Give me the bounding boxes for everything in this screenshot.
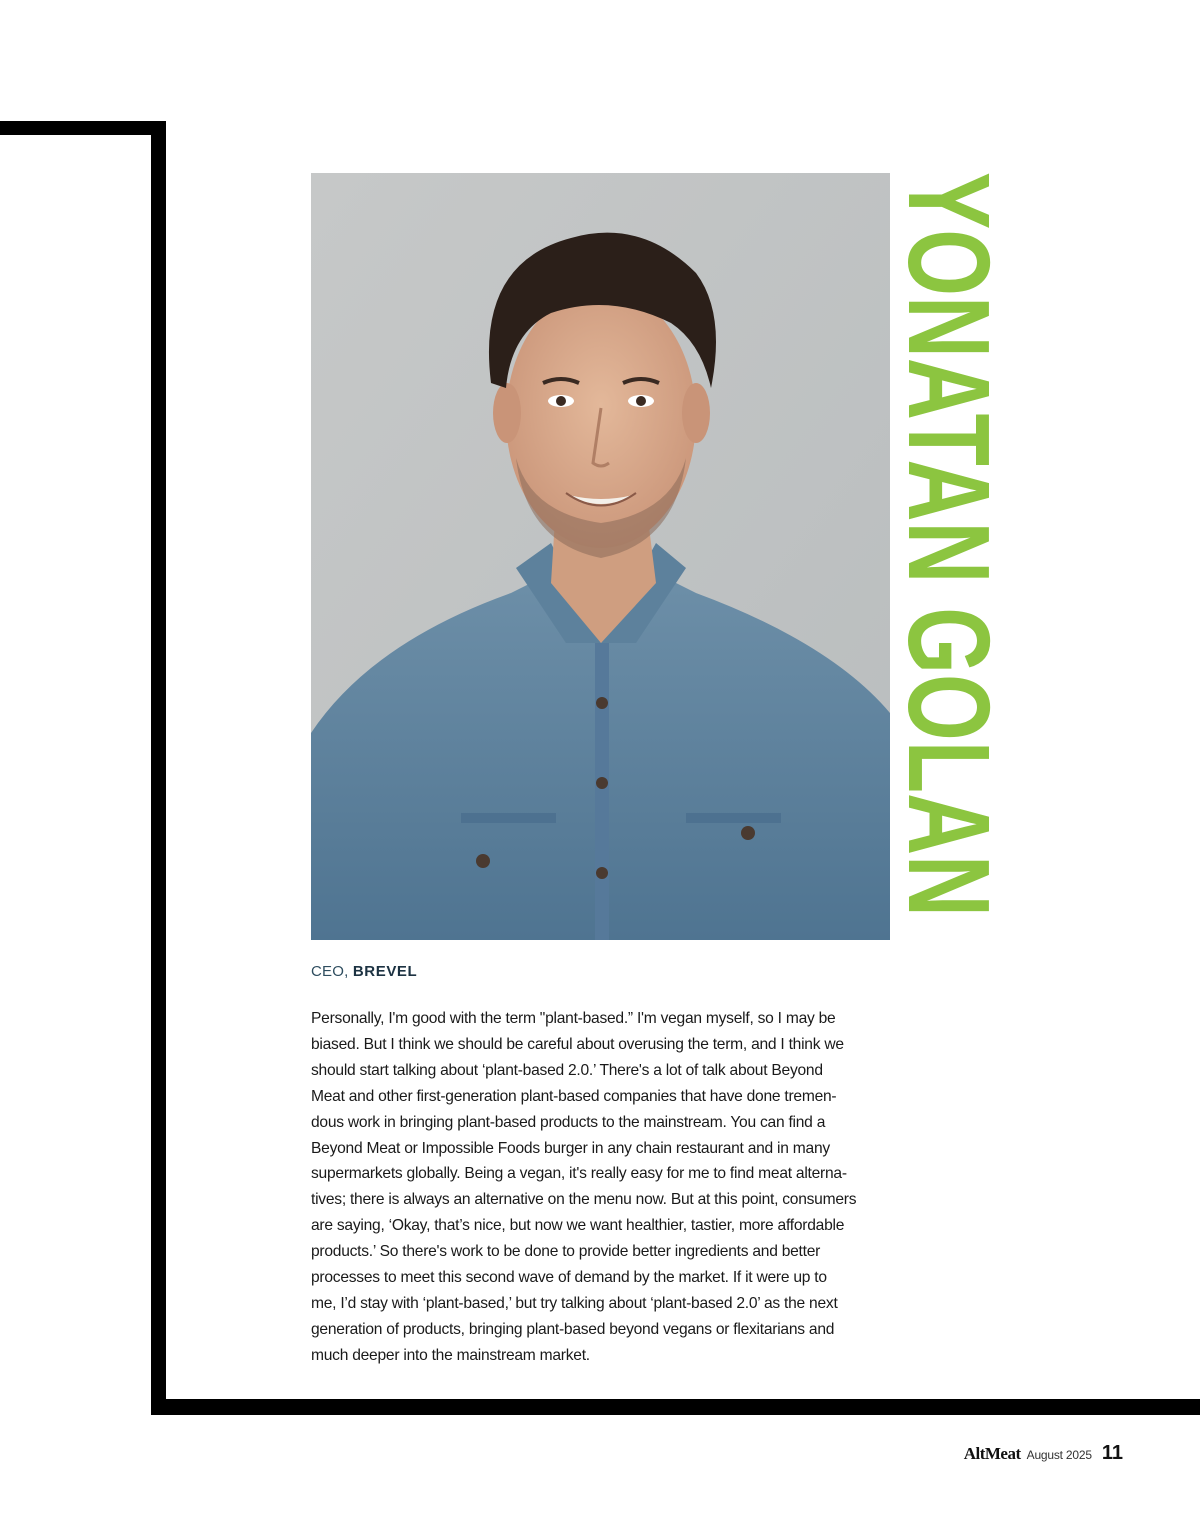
role-line	[311, 963, 417, 980]
magazine-logo: AltMeat	[963, 1444, 1021, 1463]
body-line: much deeper into the mainstream market.	[311, 1346, 590, 1364]
body-line: generation of products, bringing plant-based beyond vegans or flexitarians and	[311, 1320, 835, 1338]
body-line: supermarkets globally. Being a vegan, it's really easy for me to find meat alterna-	[311, 1165, 847, 1183]
quote-body	[311, 1006, 896, 1369]
body-line: dous work in bringing plant-based products to the mainstream. You can find a	[311, 1113, 826, 1131]
company-name: BREVEL	[352, 963, 418, 980]
body-line: Personally, I'm good with the term "plant-based.” I'm vegan myself, so I may be	[311, 1010, 836, 1027]
body-line: processes to meet this second wave of demand by the market. If it were up to	[311, 1269, 827, 1287]
frame-bottom-bar	[151, 1399, 1200, 1415]
body-line: are saying, ‘Okay, that’s nice, but now we want healthier, tastier, more affordable	[311, 1217, 845, 1235]
body-line: biased. But I think we should be careful about overusing the term, and I think we	[311, 1035, 844, 1053]
page-footer	[964, 1442, 1123, 1468]
name-title-vertical	[884, 172, 1014, 1180]
issue-date: August 2025	[1026, 1448, 1092, 1462]
role-title: CEO,	[311, 963, 349, 980]
body-line: Meat and other first-generation plant-based companies that have done tremen-	[311, 1087, 837, 1105]
body-line: products.’ So there's work to be done to provide better ingredients and better	[311, 1243, 821, 1261]
body-line: tives; there is always an alternative on the menu now. But at this point, consumers	[311, 1191, 857, 1209]
frame-left-bar	[151, 121, 166, 1415]
page-number: 11	[1101, 1442, 1123, 1464]
body-line: Beyond Meat or Impossible Foods burger in any chain restaurant and in many	[311, 1139, 830, 1157]
portrait-photo	[311, 173, 890, 940]
frame-top-bar	[0, 121, 166, 135]
name-title-text: YONATAN GOLAN	[884, 172, 1014, 1180]
body-line: me, I’d stay with ‘plant-based,’ but try talking about ‘plant-based 2.0’ as the next	[311, 1294, 838, 1312]
body-line: should start talking about ‘plant-based 2.0.’ There's a lot of talk about Beyond	[311, 1061, 823, 1079]
